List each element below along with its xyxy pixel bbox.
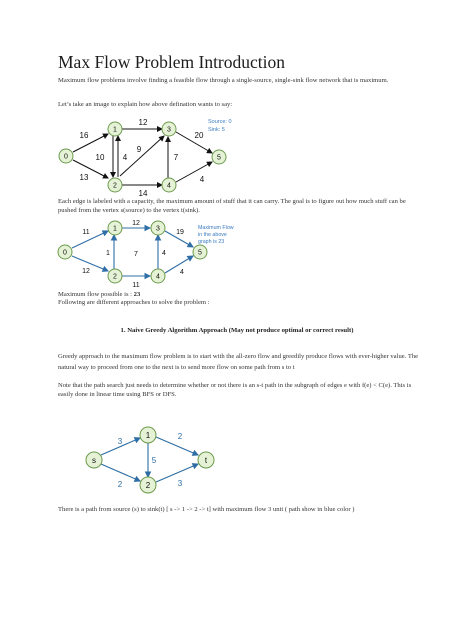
edge-description-paragraph: Each edge is labeled with a capacity, the maximum amount of stuff that it can carry. The goal is to figure out how much stuff can be pushed from the vertex s(source) to the vertex t(sink). [58,198,406,214]
graph2-edge-label: 1 [106,250,110,257]
graph2-annotation-line: Maximum Flow [198,225,234,231]
graph1-edge-label: 4 [122,153,128,162]
graph2-annotation-line: in the above [198,232,227,238]
graph2-node-label: 0 [63,249,67,257]
flow-network-diagram-3 [84,424,224,500]
page-title: Max Flow Problem Introduction [58,52,285,72]
graph2-edge-label: 12 [82,268,90,275]
flow-network-diagram-1 [54,114,284,200]
graph1-edge-label: 12 [138,118,148,127]
graph3-edge-label: 2 [117,480,123,489]
graph3-node-label: t [204,456,208,465]
graph2-edge-label: 4 [162,250,166,257]
graph1-edge-label: 4 [199,175,205,184]
graph1-node-label: 2 [113,182,117,190]
graph2-edge-label: 11 [82,229,90,236]
graph3-edge-label: 5 [151,456,157,465]
flow-network-diagram-2 [54,218,284,290]
graph1-node-label: 0 [64,153,68,161]
graph2-node-label: 1 [113,225,117,233]
graph3-node-label: s [92,456,96,465]
graph3-edge-label: 3 [117,437,123,446]
max-flow-label: Maximum flow possible is : [58,291,134,298]
graph3-node-label: 1 [145,431,151,440]
graph1-edge-label: 13 [79,173,89,182]
graph2-node-label: 3 [156,225,160,233]
graph2-edge-label: 19 [176,229,184,236]
graph1-edge-label: 10 [95,153,105,162]
graph1-sink-legend: Sink: 5 [208,127,225,133]
graph1-node-label: 1 [113,126,117,134]
graph2-edge-label: 12 [132,220,140,227]
section-heading: 1. Naive Greedy Algorithm Approach (May not produce optimal or correct result) [120,327,354,334]
graph1-edge-label: 16 [79,131,89,140]
graph1-node-label: 4 [167,182,171,190]
note-paragraph: Note that the path search just needs to determine whether or not there is an s-t path in the subgraph of edges e with f(e) < C(e). This is easily done in linear time using BFS or DFS. [58,382,412,398]
graph1-edge-label: 9 [136,145,142,154]
graph2-edge-label: 11 [132,282,140,289]
graph2-annotation-line: graph is 23 [198,239,225,245]
path-paragraph: There is a path from source (s) to sink(t) [ s -> 1 -> 2 -> t] with maximum flow 3 unit ( path show in blue color ) [58,506,355,513]
graph1-edge-label: 7 [173,153,179,162]
graph1-node-label: 3 [167,126,171,134]
graph2-node-label: 5 [198,249,202,257]
approaches-paragraph: Following are different approaches to solve the problem : [58,299,210,306]
graph1-edge-label: 20 [194,131,204,140]
graph2-edge-label: 7 [134,251,138,258]
intro-paragraph: Maximum flow problems involve finding a feasible flow through a single-source, single-sink flow network that is maximum. [58,77,389,84]
graph3-edge-label: 3 [177,479,183,488]
graph1-source-legend: Source: 0 [208,119,232,125]
max-flow-value: 23 [133,291,141,298]
greedy-paragraph: Greedy approach to the maximum flow problem is to start with the all-zero flow and greedily produce flows with ever-higher value. The natural way to proceed from one to the next is to send more flow on some path from s to t [58,353,419,371]
graph2-edge-label: 4 [180,269,184,276]
graph1-edge-label: 14 [138,189,148,198]
lets-take-paragraph: Let’s take an image to explain how above defination wants to say: [58,101,233,108]
graph1-node-label: 5 [217,154,221,162]
graph2-node-label: 2 [113,273,117,281]
graph3-edge-label: 2 [177,432,183,441]
graph2-node-label: 4 [156,273,160,281]
graph3-node-label: 2 [145,481,151,490]
